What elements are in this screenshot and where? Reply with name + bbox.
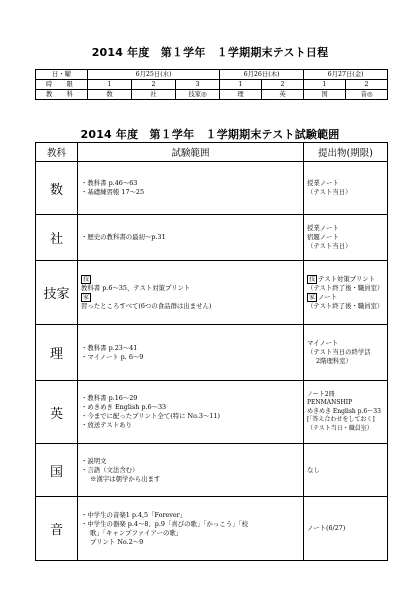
- day-row-header: 日・曜: [36, 70, 88, 80]
- submit-column-header: 提出物(期限): [304, 143, 388, 162]
- subject-cell: 技家◎: [176, 90, 220, 100]
- submit-cell: [304, 381, 388, 444]
- period-cell: 1: [220, 80, 262, 90]
- subject-name: 社: [36, 215, 78, 261]
- range-line: ・教科書 p.16～29: [81, 394, 138, 402]
- range-line: ・言語（文法含む）: [81, 465, 139, 474]
- schedule-day-row: [36, 70, 388, 80]
- subject-name: 音: [36, 497, 78, 561]
- range-line: 歌」「キャンプファイアーの歌」: [90, 528, 183, 537]
- range-line: ・基礎練習帳 17～25: [81, 188, 145, 196]
- subject-cell: 理: [220, 90, 262, 100]
- table-row: [36, 381, 388, 444]
- table-row: [36, 162, 388, 215]
- home-ec-badge: 家: [83, 293, 90, 301]
- subject-name: 国: [36, 444, 78, 497]
- submit-line: ノート(6/27): [307, 524, 346, 532]
- home-ec-badge: 家: [309, 293, 316, 301]
- schedule-period-row: [36, 80, 388, 90]
- range-cell: [78, 444, 304, 497]
- period-row-header: 時 限: [36, 80, 88, 90]
- period-cell: 2: [132, 80, 176, 90]
- submit-line: （テスト当日の終学活: [307, 348, 371, 356]
- submit-cell: [304, 215, 388, 261]
- scope-header-row: [36, 143, 388, 162]
- range-cell: [78, 261, 304, 325]
- range-column-header: 試験範囲: [78, 143, 304, 162]
- table-row: [36, 325, 388, 381]
- period-cell: 1: [88, 80, 132, 90]
- range-line: [81, 275, 300, 284]
- table-row: [36, 261, 388, 325]
- range-line: ・今までに配ったプリント全て(特に No.3～11): [81, 412, 220, 420]
- subject-cell: 国: [304, 90, 346, 100]
- submit-line: ノート2冊: [307, 390, 335, 398]
- day-1: 6月25日(水): [88, 70, 220, 80]
- submit-line: （テスト当日・職員室）: [307, 424, 373, 432]
- tech-badge: 技: [83, 275, 90, 283]
- subject-name: 数: [36, 162, 78, 215]
- range-line: ※漢字は朝学から出ます: [90, 474, 161, 483]
- range-line: ・めきめき English p.6～33: [81, 403, 167, 411]
- submit-line: PENMANSHIP: [307, 399, 353, 407]
- subject-row-header: 教 科: [36, 90, 88, 100]
- range-cell: [78, 325, 304, 381]
- range-line: 習ったところすべて(6つの食品群は出ません): [81, 301, 212, 310]
- submit-line: （テスト当日）: [307, 242, 352, 250]
- submit-cell: [304, 497, 388, 561]
- range-cell: [78, 497, 304, 561]
- subject-cell: 数: [88, 90, 132, 100]
- submit-line: なし: [307, 465, 320, 474]
- subject-cell: 音◎: [346, 90, 388, 100]
- period-cell: 1: [304, 80, 346, 90]
- range-line: ・教科書 p.46～63: [81, 179, 138, 187]
- submit-line: めきめき English p.6～33: [307, 407, 381, 415]
- submit-line: （テスト当日）: [307, 188, 352, 196]
- subject-cell: 英: [262, 90, 304, 100]
- tech-badge: 技: [309, 275, 316, 283]
- period-cell: 3: [176, 80, 220, 90]
- period-cell: 2: [346, 80, 388, 90]
- range-line: ・教科書 p.23～41: [81, 343, 138, 352]
- submit-line: 授業ノート: [307, 224, 339, 232]
- day-3: 6月27日(金): [304, 70, 388, 80]
- subject-cell: 社: [132, 90, 176, 100]
- submit-line: 授業ノート: [307, 179, 339, 187]
- scope-table: [35, 142, 388, 561]
- day-2: 6月26日(木): [220, 70, 304, 80]
- submit-line: 2階理科室）: [316, 357, 353, 365]
- range-line: ・放送テストあり: [81, 421, 132, 429]
- schedule-title: 2014 年度 第１学年 １学期期末テスト日程: [91, 46, 329, 59]
- submit-cell: [304, 162, 388, 215]
- submit-line: マイノート: [307, 339, 339, 347]
- submit-line: 技 テスト対策プリント: [309, 274, 376, 283]
- table-row: [36, 215, 388, 261]
- table-row: [36, 444, 388, 497]
- range-line: ・歴史の教科書の最初～p.31: [81, 233, 166, 241]
- range-line: ・中学生の音楽1 p.4,5「Forever」: [81, 510, 187, 519]
- range-line: ・マイノート p. 6～9: [81, 352, 144, 361]
- schedule-table: [35, 69, 388, 100]
- subject-name: 理: [36, 325, 78, 381]
- subject-name: 英: [36, 381, 78, 444]
- schedule-subject-row: [36, 90, 388, 100]
- range-cell: [78, 381, 304, 444]
- range-line: [81, 293, 300, 302]
- range-cell: [78, 162, 304, 215]
- subject-column-header: 教科: [36, 143, 78, 162]
- range-line: ・中学生の器楽 p.4～8、p.9「喜びの歌」「かっこう」「校: [81, 519, 249, 528]
- range-line: プリント No.2～9: [90, 537, 144, 546]
- submit-line: [「答え合わせをしておく]: [307, 416, 375, 424]
- range-line: ・説明文: [81, 456, 107, 465]
- table-row: [36, 497, 388, 561]
- scope-title: 2014 年度 第１学年 １学期期末テスト試験範囲: [80, 128, 340, 141]
- submit-cell: [304, 444, 388, 497]
- subject-name: 技家: [36, 261, 78, 325]
- submit-cell: [304, 261, 388, 325]
- range-line: 教科書 p.6～35、テスト対策プリント: [81, 283, 191, 292]
- range-cell: [78, 215, 304, 261]
- submit-cell: [304, 325, 388, 381]
- period-cell: 2: [262, 80, 304, 90]
- submit-line: （テスト終了後・職員室）: [307, 283, 384, 292]
- submit-line: 家 ノート: [309, 292, 337, 301]
- submit-line: 宿題ノート: [307, 233, 339, 241]
- submit-line: （テスト終了後・職員室）: [307, 301, 384, 310]
